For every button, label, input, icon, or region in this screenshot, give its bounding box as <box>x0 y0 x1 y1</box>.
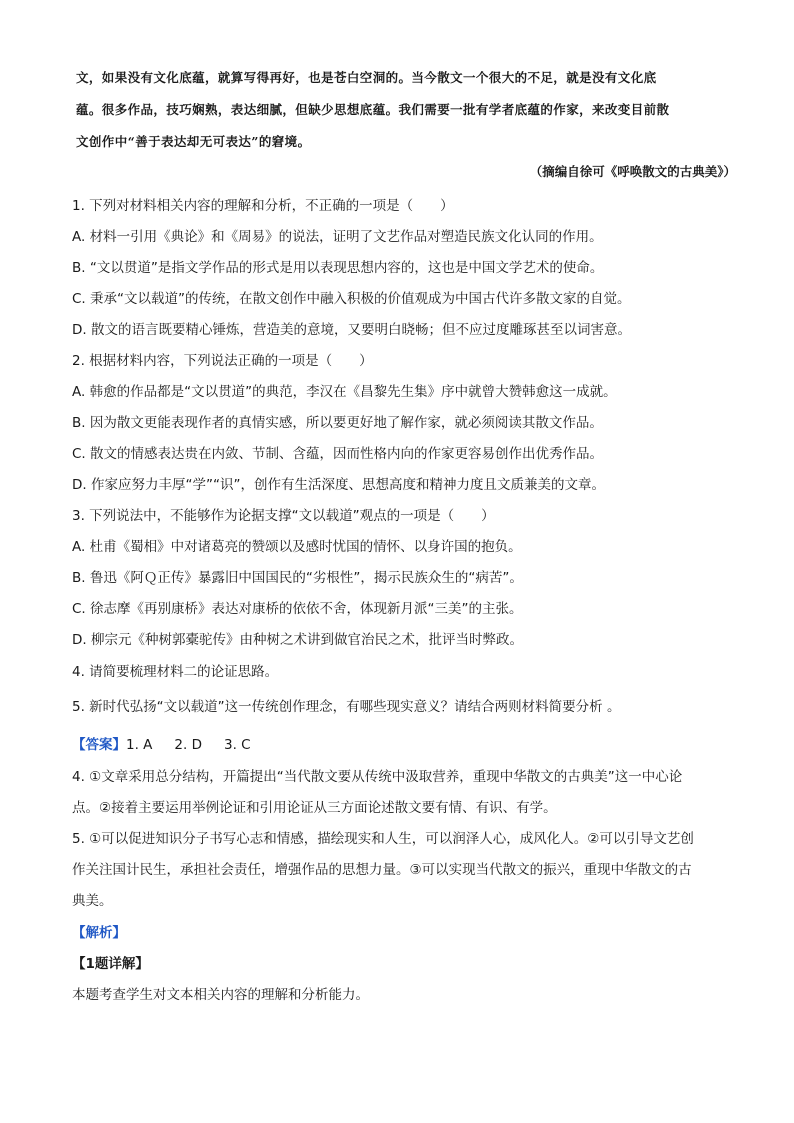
analysis-label: 【解析】 <box>72 925 126 941</box>
answer-5-line: 典美。 <box>72 893 113 909</box>
question-3-option-c: C. 徐志摩《再别康桥》表达对康桥的依依不舍，体现新月派“三美”的主张。 <box>72 601 523 617</box>
question-1-option-c: C. 秉承“文以载道”的传统，在散文创作中融入积极的价值观成为中国古代许多散文家的自觉。 <box>72 291 631 307</box>
analysis-text: 本题考查学生对文本相关内容的理解和分析能力。 <box>72 987 369 1003</box>
answer-4-line: 4. ①文章采用总分结构，开篇提出“当代散文要从传统中汲取营养，重现中华散文的古典美”这一中心论 <box>72 769 683 785</box>
answer-2: 2. D <box>174 737 202 753</box>
passage-line: 蕴。很多作品，技巧娴熟，表达细腻，但缺少思想底蕴。我们需要一批有学者底蕴的作家，来改变目前散 <box>76 102 670 117</box>
question-2-stem: 2. 根据材料内容，下列说法正确的一项是（ ） <box>72 353 373 369</box>
question-3-option-b: B. 鲁迅《阿Ｑ正传》暴露旧中国国民的“劣根性”，揭示民族众生的“病苦”。 <box>72 570 523 586</box>
answer-5-line: 作关注国计民生，承担社会责任，增强作品的思想力量。③可以实现当代散文的振兴，重现中华散文的古 <box>72 862 692 878</box>
question-1-option-b: B. “文以贯道”是指文学作品的形式是用以表现思想内容的，这也是中国文学艺术的使命。 <box>72 260 604 276</box>
answer-3: 3. C <box>224 737 251 753</box>
question-3-option-d: D. 柳宗元《种树郭橐驼传》由种树之术讲到做官治民之术，批评当时弊政。 <box>72 632 523 648</box>
question-5-stem: 5. 新时代弘扬“文以载道”这一传统创作理念，有哪些现实意义？请结合两则材料简要分析 。 <box>72 699 621 715</box>
answer-label: 【答案】 <box>72 737 126 753</box>
question-4-stem: 4. 请简要梳理材料二的论证思路。 <box>72 664 279 680</box>
question-1-stem: 1. 下列对材料相关内容的理解和分析，不正确的一项是（ ） <box>72 198 454 214</box>
answer-5-line: 5. ①可以促进知识分子书写心志和情感，描绘现实和人生，可以润泽人心，成风化人。②可以引导文艺创 <box>72 831 694 847</box>
answer-1: 1. A <box>126 737 153 753</box>
question-3-stem: 3. 下列说法中，不能够作为论据支撑“文以载道”观点的一项是（ ） <box>72 508 495 524</box>
answer-row <box>72 733 722 753</box>
question-1-option-d: D. 散文的语言既要精心锤炼，营造美的意境，又要明白晓畅；但不应过度雕琢甚至以词害意。 <box>72 322 631 338</box>
question-2-option-b: B. 因为散文更能表现作者的真情实感，所以要更好地了解作家，就必须阅读其散文作品。 <box>72 415 603 431</box>
question-3-option-a: A. 杜甫《蜀相》中对诸葛亮的赞颂以及感时忧国的情怀、以身许国的抱负。 <box>72 539 522 555</box>
passage-line: 文，如果没有文化底蕴，就算写得再好，也是苍白空洞的。当今散文一个很大的不足，就是没有文化底 <box>76 70 657 85</box>
question-2-option-c: C. 散文的情感表达贵在内敛、节制、含蕴，因而性格内向的作家更容易创作出优秀作品。 <box>72 446 604 462</box>
analysis-sub-label: 【1题详解】 <box>72 956 149 972</box>
passage-line: 文创作中“善于表达却无可表达”的窘境。 <box>76 134 311 149</box>
answer-4-line: 点。②接着主要运用举例论证和引用论证从三方面论述散文要有情、有识、有学。 <box>72 800 557 816</box>
passage-source: （摘编自徐可《呼唤散文的古典美》） <box>529 164 736 179</box>
question-2-option-a: A. 韩愈的作品都是“文以贯道”的典范，李汉在《昌黎先生集》序中就曾大赞韩愈这一成就。 <box>72 384 617 400</box>
question-2-option-d: D. 作家应努力丰厚“学”“识”，创作有生活深度、思想高度和精神力度且文质兼美的文章。 <box>72 477 605 493</box>
question-1-option-a: A. 材料一引用《典论》和《周易》的说法，证明了文艺作品对塑造民族文化认同的作用。 <box>72 229 603 245</box>
